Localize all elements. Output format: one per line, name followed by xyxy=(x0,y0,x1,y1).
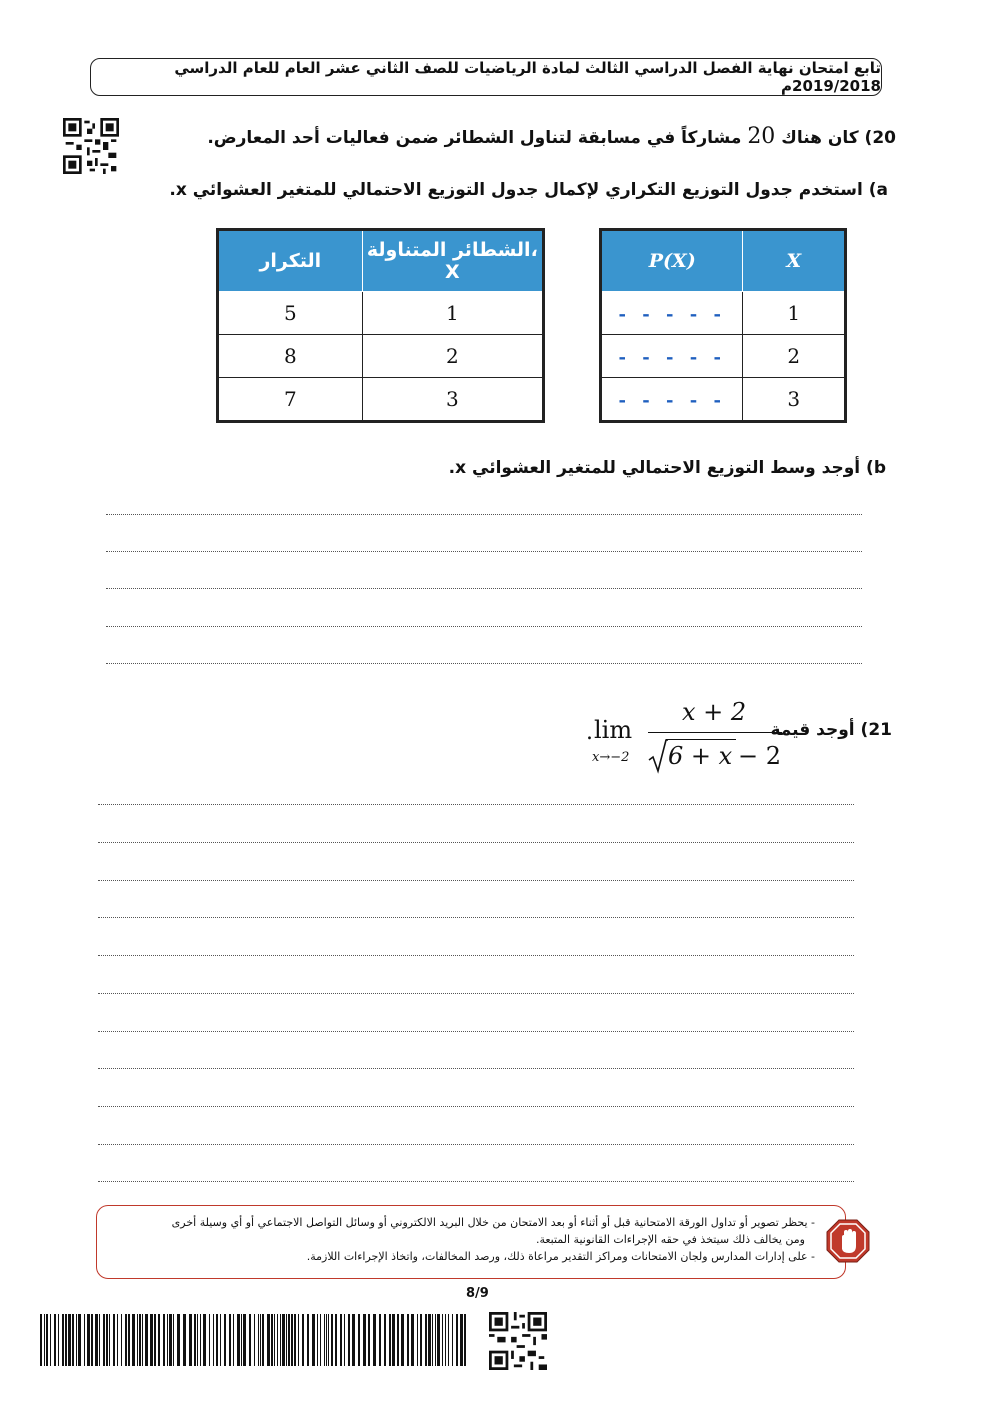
q21-number: 21) xyxy=(860,720,892,740)
part-a-label: a) xyxy=(868,180,888,200)
lim-operator: lim xyxy=(594,716,633,744)
barcode-bar xyxy=(407,1314,409,1366)
barcode-bar xyxy=(233,1314,234,1366)
barcode-bar xyxy=(302,1314,304,1366)
barcode-bar xyxy=(167,1314,168,1366)
barcode-bar xyxy=(62,1314,64,1366)
barcode-bar xyxy=(200,1314,201,1366)
barcode-bar xyxy=(189,1314,192,1366)
barcode-bar xyxy=(456,1314,458,1366)
q20-text-a: كان هناك xyxy=(781,128,859,148)
answer-line[interactable] xyxy=(106,663,862,664)
answer-line[interactable] xyxy=(106,551,862,552)
barcode-bar xyxy=(125,1314,127,1366)
barcode-bar xyxy=(324,1314,325,1366)
barcode-bar xyxy=(65,1314,67,1366)
answer-line[interactable] xyxy=(98,1068,854,1069)
barcode-bar xyxy=(169,1314,172,1366)
barcode-bar xyxy=(326,1314,327,1366)
barcode-bar xyxy=(320,1314,321,1366)
part-a-text: استخدم جدول التوزيع التكراري لإكمال جدول التوزيع الاحتمالي للمتغير العشوائي x. xyxy=(169,180,863,200)
barcode-bar xyxy=(344,1314,345,1366)
barcode-bar xyxy=(460,1314,463,1366)
barcode-bar xyxy=(445,1314,446,1366)
barcode-bar xyxy=(258,1314,259,1366)
barcode-bar xyxy=(203,1314,206,1366)
sandwiches-header: الشطائر المتناولة، X xyxy=(362,230,543,292)
barcode-bar xyxy=(213,1314,214,1366)
barcode-bar xyxy=(432,1314,433,1366)
barcode-bar xyxy=(358,1314,360,1366)
barcode-bar xyxy=(249,1314,251,1366)
barcode-bar xyxy=(317,1314,318,1366)
barcode-bar xyxy=(267,1314,270,1366)
barcode-bar xyxy=(106,1314,108,1366)
barcode-bar xyxy=(277,1314,278,1366)
barcode-bar xyxy=(54,1314,56,1366)
barcode-bar xyxy=(282,1314,285,1366)
answer-line[interactable] xyxy=(98,1181,854,1182)
barcode-bar xyxy=(425,1314,427,1366)
q20-part-a xyxy=(169,180,888,200)
barcode-bar xyxy=(78,1314,81,1366)
barcode-bar xyxy=(209,1314,210,1366)
answer-line[interactable] xyxy=(98,1106,854,1107)
qr-code-icon xyxy=(489,1312,547,1370)
answer-line[interactable] xyxy=(98,917,854,918)
answer-line[interactable] xyxy=(106,588,862,589)
barcode-bar xyxy=(271,1314,273,1366)
barcode-bar xyxy=(68,1314,71,1366)
table-row xyxy=(601,292,846,335)
answer-line[interactable] xyxy=(98,804,854,805)
barcode-bar xyxy=(392,1314,395,1366)
q20-number: 20) xyxy=(864,128,896,148)
probability-blank[interactable] xyxy=(601,335,743,378)
barcode-bar xyxy=(229,1314,231,1366)
barcode-bar xyxy=(452,1314,453,1366)
frequency-table xyxy=(216,228,545,423)
barcode-bar xyxy=(291,1314,293,1366)
frequency-cell: 5 xyxy=(218,292,363,335)
q21-text: أوجد قيمة xyxy=(770,720,855,740)
barcode-bar xyxy=(194,1314,196,1366)
barcode-bar xyxy=(428,1314,431,1366)
table-row xyxy=(218,378,544,422)
barcode-bar xyxy=(137,1314,138,1366)
qr-code-icon xyxy=(63,118,119,174)
x-cell: 1 xyxy=(362,292,543,335)
barcode-bar xyxy=(197,1314,198,1366)
part-b-text: أوجد وسط التوزيع الاحتمالي للمتغير العشوائي x. xyxy=(448,458,861,478)
barcode-bar xyxy=(401,1314,404,1366)
page-number: 8/9 xyxy=(466,1286,489,1301)
px-header: P(X) xyxy=(601,230,743,292)
exam-title: تابع امتحان نهاية الفصل الدراسي الثالث لمادة الرياضيات للصف الثاني عشر العام للعام الدراسي 2019/2018م xyxy=(174,59,881,95)
q20-participants: 20 xyxy=(747,124,776,149)
exam-header xyxy=(90,58,882,96)
barcode-bar xyxy=(262,1314,264,1366)
barcode-bar xyxy=(91,1314,93,1366)
barcode-bar xyxy=(84,1314,85,1366)
blank-line: - - - - - xyxy=(618,390,726,411)
table-row xyxy=(218,292,544,335)
blank-line: - - - - - xyxy=(618,347,726,368)
x-cell: 2 xyxy=(362,335,543,378)
denominator-minus-two: − 2 xyxy=(738,742,782,770)
barcode-bar xyxy=(158,1314,160,1366)
warning-notice xyxy=(96,1205,846,1279)
answer-line[interactable] xyxy=(106,626,862,627)
barcode-bar xyxy=(384,1314,386,1366)
barcode-bar xyxy=(50,1314,51,1366)
barcode-bar xyxy=(280,1314,281,1366)
x-cell: 3 xyxy=(362,378,543,422)
barcode-bar xyxy=(139,1314,141,1366)
barcode-bar xyxy=(237,1314,240,1366)
barcode-bar xyxy=(348,1314,350,1366)
denominator-radicand: 6 + x xyxy=(668,742,733,770)
notice-line-2: ومن يخالف ذلك سيتخذ في حقه الإجراءات القانونية المتبعة. xyxy=(535,1233,805,1246)
probability-table xyxy=(599,228,847,423)
fraction-bar xyxy=(648,732,782,733)
barcode-bar xyxy=(411,1314,414,1366)
x-cell: 2 xyxy=(743,335,846,378)
notice-text xyxy=(115,1214,815,1265)
barcode-bar xyxy=(121,1314,122,1366)
answer-line[interactable] xyxy=(98,1031,854,1032)
answer-line[interactable] xyxy=(98,842,854,843)
table-row xyxy=(601,335,846,378)
barcode-bar xyxy=(435,1314,436,1366)
barcode-bar xyxy=(95,1314,98,1366)
barcode-bar xyxy=(76,1314,77,1366)
barcode-bar xyxy=(288,1314,290,1366)
barcode-bar xyxy=(216,1314,218,1366)
barcode-bar xyxy=(340,1314,342,1366)
period: . xyxy=(586,720,593,745)
barcode-bar xyxy=(183,1314,186,1366)
blank-line: - - - - - xyxy=(618,304,726,325)
barcode-bar xyxy=(173,1314,174,1366)
barcode-bar xyxy=(260,1314,261,1366)
barcode-bar xyxy=(58,1314,59,1366)
x-header: X xyxy=(743,230,846,292)
barcode-bar xyxy=(363,1314,366,1366)
barcode-bar xyxy=(154,1314,156,1366)
probability-blank[interactable] xyxy=(601,292,743,335)
lim-subscript: x→−2 xyxy=(592,750,630,765)
barcode-bar xyxy=(373,1314,376,1366)
table-row xyxy=(218,335,544,378)
barcode-bar xyxy=(243,1314,246,1366)
probability-blank[interactable] xyxy=(601,378,743,422)
barcode-bar xyxy=(294,1314,296,1366)
barcode-bar xyxy=(274,1314,275,1366)
answer-line[interactable] xyxy=(98,1144,854,1145)
barcode-bar xyxy=(379,1314,381,1366)
barcode-bar xyxy=(420,1314,422,1366)
frequency-cell: 8 xyxy=(218,335,363,378)
answer-line[interactable] xyxy=(98,993,854,994)
barcode-bar xyxy=(44,1314,45,1366)
barcode-bar xyxy=(40,1314,42,1366)
barcode-bar xyxy=(132,1314,135,1366)
barcode-bar xyxy=(128,1314,130,1366)
barcode-bar xyxy=(307,1314,309,1366)
barcode-bar xyxy=(241,1314,242,1366)
barcode-bar xyxy=(99,1314,100,1366)
barcode-bar xyxy=(103,1314,105,1366)
x-cell: 1 xyxy=(743,292,846,335)
barcode-bar xyxy=(177,1314,180,1366)
q21-statement xyxy=(770,720,892,740)
barcode-bar xyxy=(448,1314,449,1366)
barcode-bar xyxy=(335,1314,337,1366)
barcode-bar xyxy=(142,1314,143,1366)
barcode-bar xyxy=(46,1314,48,1366)
barcode-bar xyxy=(442,1314,443,1366)
frequency-cell: 7 xyxy=(218,378,363,422)
barcode-bar xyxy=(145,1314,148,1366)
limit-expression xyxy=(586,698,786,776)
q20-text-b: مشاركاً في مسابقة لتناول الشطائر ضمن فعاليات أحد المعارض. xyxy=(207,128,742,148)
barcode-bar xyxy=(437,1314,440,1366)
table-row xyxy=(601,378,846,422)
stop-hand-icon xyxy=(826,1219,870,1263)
barcode-bar xyxy=(417,1314,418,1366)
barcode-bar xyxy=(117,1314,118,1366)
notice-line-3: - على إدارات المدارس ولجان الامتحانات ومراكز التقدير مراعاة ذلك، ورصد المخالفات، واتخاذ الإجراءات اللازمة. xyxy=(306,1250,815,1263)
barcode-bar xyxy=(464,1314,466,1366)
answer-line[interactable] xyxy=(98,880,854,881)
q20-part-b xyxy=(449,458,886,478)
x-cell: 3 xyxy=(743,378,846,422)
barcode-bar xyxy=(286,1314,287,1366)
barcode-bar xyxy=(254,1314,255,1366)
numerator: x + 2 xyxy=(682,698,747,726)
notice-line-1: - يحظر تصوير أو تداول الورقة الامتحانية قبل أو أثناء أو بعد الامتحان من خلال البريد الالكتروني أو وسائل التواصل الاجتماعي أو أي وسيلة أخرى xyxy=(171,1216,815,1229)
sqrt-icon xyxy=(648,738,668,774)
barcode-bar xyxy=(389,1314,391,1366)
barcode-bar xyxy=(163,1314,165,1366)
q20-statement xyxy=(207,124,896,149)
barcode-bar xyxy=(328,1314,329,1366)
answer-line[interactable] xyxy=(98,955,854,956)
barcode-bar xyxy=(87,1314,90,1366)
barcode-bar xyxy=(368,1314,370,1366)
barcode-bar xyxy=(397,1314,399,1366)
radical-bar xyxy=(666,739,736,740)
part-b-label: b) xyxy=(866,458,886,478)
barcode-bar xyxy=(352,1314,355,1366)
answer-line[interactable] xyxy=(106,514,862,515)
barcode-bar xyxy=(312,1314,315,1366)
barcode-bar xyxy=(331,1314,333,1366)
barcode-bar xyxy=(72,1314,74,1366)
barcode-icon xyxy=(40,1314,468,1366)
barcode-bar xyxy=(113,1314,115,1366)
barcode-bar xyxy=(150,1314,153,1366)
barcode-bar xyxy=(220,1314,221,1366)
frequency-header: التكرار xyxy=(218,230,363,292)
barcode-bar xyxy=(298,1314,299,1366)
barcode-bar xyxy=(109,1314,110,1366)
barcode-bar xyxy=(224,1314,226,1366)
